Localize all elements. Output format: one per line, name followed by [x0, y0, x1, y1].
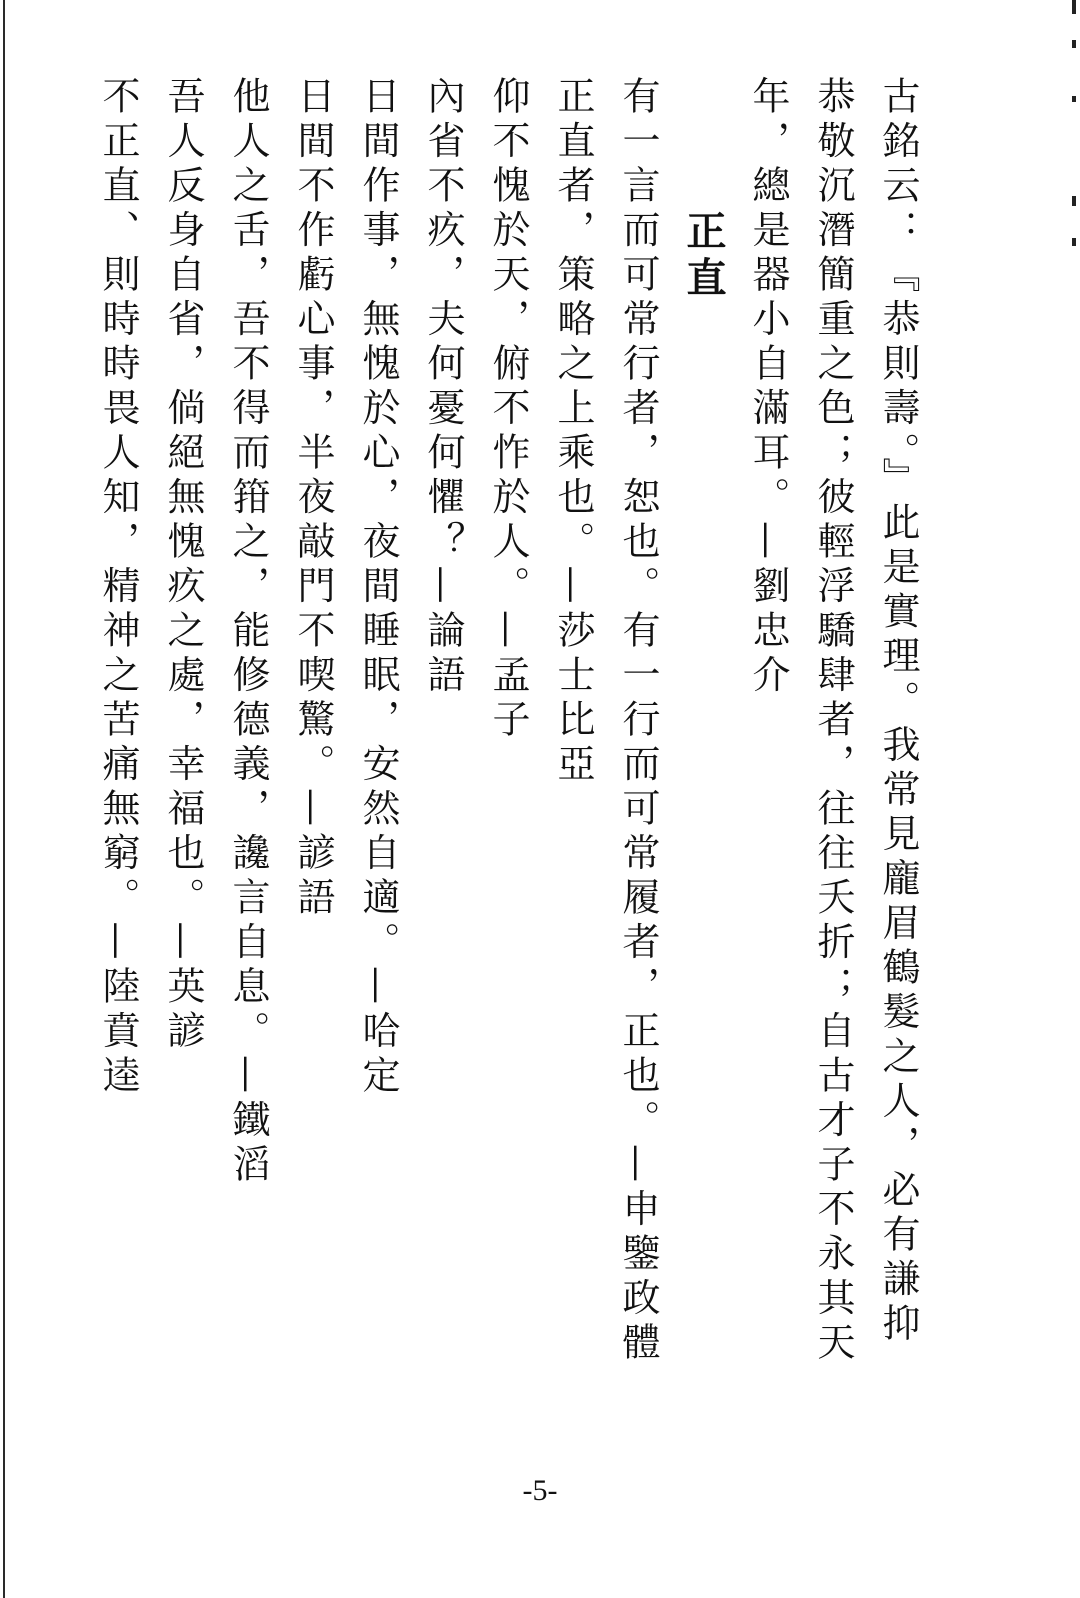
- text-column: 不正直、則時時畏人知，精神之苦痛無窮。—陸賁逵: [96, 76, 140, 1100]
- text-column: 有一言而可常行者，恕也。有一行而可常履者，正也。—申鑒政體: [616, 76, 660, 1367]
- edge-mark: [1072, 40, 1076, 48]
- vertical-text-body: [85, 76, 930, 1406]
- text-column: 內省不疚，夫何憂何懼？—論語: [421, 76, 465, 699]
- text-column: 正直者，策略之上乘也。—莎士比亞: [551, 76, 595, 788]
- page-left-border: [3, 0, 5, 1598]
- text-column: 仰不愧於天，俯不怍於人。—孟子: [486, 76, 530, 744]
- edge-mark: [1072, 238, 1076, 246]
- section-heading: 正直: [680, 210, 726, 303]
- edge-mark: [1072, 0, 1076, 14]
- text-column: 古銘云：『恭則壽。』此是實理。我常見龐眉鶴髮之人，必有謙抑: [876, 76, 920, 1348]
- page-number: -5-: [522, 1474, 558, 1507]
- edge-mark: [1072, 196, 1076, 206]
- text-column: 恭敬沉潛簡重之色；彼輕浮驕肆者，往往夭折；自古才子不永其天: [811, 76, 855, 1367]
- edge-mark: [1072, 96, 1076, 102]
- text-column: 日間不作虧心事，半夜敲門不喫驚。—諺語: [291, 76, 335, 922]
- text-column: 日間作事，無愧於心，夜間睡眠，安然自適。—哈定: [356, 76, 400, 1100]
- text-column: 年，總是器小自滿耳。—劉忠介: [746, 76, 790, 699]
- page-right-edge-marks: [1058, 0, 1080, 260]
- text-column: 吾人反身自省，倘絕無愧疚之處，幸福也。—英諺: [161, 76, 205, 1055]
- text-column: 他人之舌，吾不得而箝之，能修德義，讒言自息。—鐵滔: [226, 76, 270, 1189]
